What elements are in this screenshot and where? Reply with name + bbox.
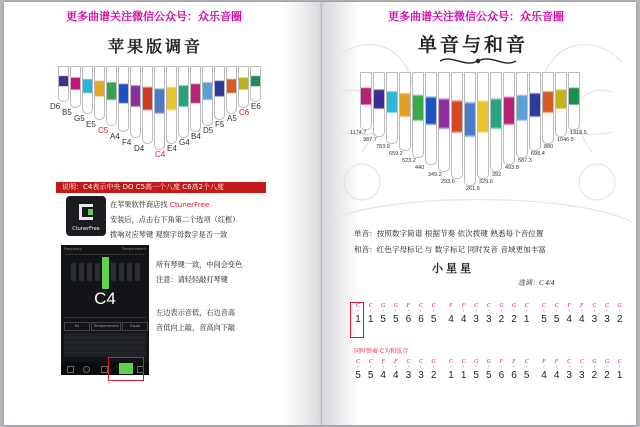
octave-dot: · <box>555 308 558 315</box>
score-row-2 <box>352 358 622 394</box>
octave-dot: · <box>450 364 452 371</box>
kalimba-tine <box>516 72 528 158</box>
chord-letter: C <box>418 303 423 309</box>
chord-letter: G <box>431 359 436 365</box>
octave-dot: · <box>487 364 490 371</box>
tuner-tick <box>79 263 84 281</box>
tuner-history-panel <box>64 333 146 357</box>
tine-label: 987.7 <box>363 137 377 143</box>
note-number: 1 <box>616 370 623 381</box>
chord-letter: F <box>461 303 466 309</box>
tuner-logo-icon <box>66 196 106 228</box>
note-number: 5 <box>541 314 547 325</box>
octave-dot: · <box>513 308 515 315</box>
tuner-header-left: Frequency <box>64 247 83 251</box>
tuner-tick <box>95 263 100 281</box>
tuner-tick <box>111 263 116 281</box>
single-note-instruction: 单音：按照数字简谱 根据节奏 依次拨键 熟悉每个音位置 <box>354 229 544 238</box>
note-number: 4 <box>579 314 585 325</box>
octave-dot: · <box>593 364 596 371</box>
octave-dot: · <box>382 308 385 315</box>
chord-letter: C <box>604 303 609 309</box>
chord-letter: C <box>579 359 584 365</box>
kalimba-tine <box>529 72 541 151</box>
note-number: 2 <box>604 370 610 381</box>
kalimba-tine <box>386 72 398 144</box>
octave-dot: · <box>525 364 528 371</box>
tine-label: B4 <box>191 132 201 141</box>
octave-dot: · <box>394 308 397 315</box>
octave-dot: · <box>432 308 435 315</box>
note-number: 2 <box>430 370 437 381</box>
note-number: 5 <box>367 370 374 381</box>
note-number: 3 <box>473 314 479 325</box>
kalimba-tine <box>568 72 580 130</box>
octave-dot: · <box>450 308 452 315</box>
chord-letter: C <box>461 359 466 365</box>
chord-letter: G <box>393 303 398 309</box>
tine-label: F5 <box>215 120 225 129</box>
key-signature: 选调：C 4/4 <box>518 279 555 287</box>
kalimba-tine <box>438 72 450 172</box>
tine-label: 698.4 <box>531 151 545 157</box>
score-note <box>610 302 630 325</box>
chord-letter: C <box>406 359 411 365</box>
octave-dot: · <box>407 308 410 315</box>
note-number: 5 <box>553 314 560 325</box>
tine-label: D4 <box>134 144 145 153</box>
octave-dot: · <box>487 308 490 315</box>
octave-dot: · <box>407 364 410 371</box>
right-page-title: 单音与和音 <box>418 34 529 56</box>
octave-dot: · <box>525 308 528 315</box>
octave-dot: · <box>420 308 422 315</box>
chord-letter: F <box>381 359 386 365</box>
tine-label: 1174.7 <box>350 130 367 136</box>
note-number: 5 <box>355 370 361 381</box>
kalimba-tine <box>226 66 237 114</box>
chord-letter: F <box>512 359 516 365</box>
octave-dot: · <box>462 364 465 371</box>
tuner-note-display: C4 <box>94 289 116 308</box>
octave-dot: · <box>420 364 422 371</box>
note-number: 4 <box>448 314 454 325</box>
note-number: 4 <box>393 370 399 381</box>
tuner-tick <box>127 263 132 281</box>
octave-dot: · <box>432 364 435 371</box>
chord-letter: G <box>617 303 622 309</box>
tine-label: C5 <box>98 126 109 135</box>
note-number: 4 <box>541 370 547 381</box>
chord-letter: G <box>486 359 491 365</box>
tine-label: E6 <box>251 102 261 111</box>
octave-dot: · <box>369 308 372 315</box>
chord-letter: C <box>368 303 373 309</box>
left-banner: 更多曲谱关注微信公众号：众乐音圈 <box>66 10 242 23</box>
kalimba-tine <box>250 66 261 102</box>
octave-dot: · <box>382 364 385 371</box>
kalimba-tine <box>542 72 554 144</box>
octave-dot: · <box>618 308 621 315</box>
chord-letter: F <box>406 303 411 309</box>
app-icon-label: CtunerFree <box>72 226 100 232</box>
kalimba-tine <box>190 66 201 132</box>
kalimba-tine-diagram <box>50 66 264 178</box>
tine-label: B5 <box>62 108 72 117</box>
tine-label: 261.6 <box>466 186 480 192</box>
kalimba-tine <box>451 72 463 179</box>
right-page <box>322 2 636 425</box>
tine-label: G4 <box>179 138 190 147</box>
kalimba-tine <box>464 72 476 186</box>
chord-instruction: 和音：红色字母标记 与 数字标记 同时发音 音域更加丰富 <box>354 245 546 254</box>
left-page <box>4 2 322 425</box>
temperament-field[interactable]: Temperament <box>91 322 121 331</box>
note-number: 2 <box>591 370 598 381</box>
kalimba-tine <box>130 66 141 138</box>
octave-dot: · <box>475 308 478 315</box>
tuner-divider <box>65 254 145 255</box>
score-note <box>610 358 630 381</box>
octave-dot: · <box>568 364 571 371</box>
octave-dot: · <box>555 364 558 371</box>
tab-icon-1[interactable] <box>67 366 74 373</box>
tuner-tick <box>135 263 140 281</box>
open-songbook <box>4 2 636 425</box>
note-number: 6 <box>498 370 505 381</box>
tine-label: 440 <box>415 165 425 171</box>
octave-dot: · <box>593 308 596 315</box>
tuner-divider-2 <box>64 317 146 318</box>
chord-letter: C <box>355 359 360 365</box>
kalimba-tine <box>142 66 153 144</box>
chord-letter: F <box>542 359 546 365</box>
chord-letter: C <box>541 303 546 309</box>
note-number: 6 <box>418 314 424 325</box>
tab-icon-3[interactable] <box>101 366 108 373</box>
kalimba-tine <box>178 66 189 138</box>
octave-dot: · <box>394 364 397 371</box>
score-row-1 <box>352 302 622 338</box>
octave-dot: · <box>500 308 503 315</box>
kalimba-tine <box>360 72 372 130</box>
chord-letter: C <box>554 303 559 309</box>
install-app-name: CtunerFree <box>169 200 210 209</box>
octave-dot: · <box>606 308 608 315</box>
note-number: 4 <box>566 314 572 325</box>
tine-label: 329.6 <box>479 179 493 185</box>
note-number: 1 <box>523 314 530 325</box>
note-number: 4 <box>460 314 467 325</box>
chord-letter: F <box>567 303 572 309</box>
chord-letter: G <box>381 303 386 309</box>
tip-tap-gently: 注意：请轻轻敲打琴键 <box>156 275 228 284</box>
hz-field[interactable]: Hz <box>64 322 90 331</box>
chord-letter: C <box>524 359 529 365</box>
kalimba-tine <box>412 72 424 158</box>
tine-label: A4 <box>110 132 120 141</box>
octave-dot: · <box>462 308 465 315</box>
note-number: 3 <box>566 370 572 381</box>
note-number: 5 <box>393 314 399 325</box>
tip-low-high: 左边表示音低，右边音高 <box>156 308 236 317</box>
chord-letter: C <box>474 303 479 309</box>
note-number: 1 <box>460 370 467 381</box>
kalimba-tine <box>425 72 437 165</box>
chord-letter: C <box>431 303 436 309</box>
note-number: 1 <box>355 314 361 325</box>
right-banner: 更多曲谱关注微信公众号：众乐音圈 <box>388 10 564 23</box>
install-instruction-3: 拨响对应琴键 观察字母数字是否一致 <box>110 230 228 239</box>
note-number: 3 <box>486 314 492 325</box>
kalimba-tine <box>503 72 515 165</box>
tine-label: E4 <box>167 144 177 153</box>
tine-label: F4 <box>122 138 132 147</box>
note-number: 2 <box>511 314 517 325</box>
chord-letter: G <box>499 303 504 309</box>
kalimba-tine <box>238 66 249 108</box>
chord-letter: C <box>617 359 622 365</box>
note-number: 4 <box>553 370 560 381</box>
tine-label: G5 <box>74 114 85 123</box>
chord-letter: G <box>474 359 479 365</box>
note-number: 5 <box>430 314 437 325</box>
tab-icon-2[interactable] <box>83 366 90 373</box>
tuner-app-screenshot <box>61 245 149 375</box>
kalimba-tine <box>477 72 489 179</box>
equal-field[interactable]: Equal <box>122 322 148 331</box>
chord-letter: F <box>554 359 559 365</box>
octave-dot: · <box>568 308 571 315</box>
note-number: 3 <box>418 370 424 381</box>
kalimba-tine <box>70 66 81 108</box>
octave-dot: · <box>357 308 359 315</box>
tuner-header-right: Temperament <box>121 247 146 251</box>
kalimba-tine <box>118 66 129 132</box>
note-number: 2 <box>616 314 623 325</box>
tine-label: E5 <box>86 120 96 129</box>
tine-label: 523.2 <box>402 158 416 164</box>
highlight-red-box <box>108 357 144 381</box>
note-number: 5 <box>523 370 530 381</box>
chord-letter: F <box>579 303 584 309</box>
install-instruction-1 <box>110 200 209 210</box>
chord-letter: G <box>511 303 517 309</box>
octave-dot: · <box>580 364 583 371</box>
chord-letter: F <box>449 303 453 309</box>
octave-dot: · <box>580 308 583 315</box>
note-number: 2 <box>498 314 505 325</box>
note-number: 1 <box>367 314 374 325</box>
tine-label: D6 <box>50 102 61 111</box>
kalimba-tine <box>555 72 567 137</box>
note-number: 3 <box>579 370 585 381</box>
install-prefix: 在苹果软件商店找 <box>110 200 170 209</box>
kalimba-tine <box>373 72 385 137</box>
note-number: 6 <box>405 314 412 325</box>
chord-letter: C <box>592 303 597 309</box>
chord-letter: F <box>499 359 504 365</box>
legend-bar: 说明：C4表示中央 DO C5高一个八度 C6高2个八度 <box>56 182 266 193</box>
kalimba-frequency-diagram <box>350 72 587 222</box>
tine-label: 392 <box>492 172 502 178</box>
kalimba-tine <box>214 66 225 120</box>
tuner-tick <box>71 263 76 281</box>
note-number: 6 <box>511 370 517 381</box>
tip-direction: 音低向上敲，音高向下敲 <box>156 323 236 332</box>
kalimba-tine <box>166 66 177 144</box>
note-number: 3 <box>405 370 412 381</box>
tine-label: 1318.5 <box>570 130 587 136</box>
chord-letter: C <box>418 359 423 365</box>
kalimba-tine <box>154 66 165 150</box>
ctunerfree-app-icon <box>66 196 106 236</box>
chord-letter: C <box>368 359 373 365</box>
octave-dot: · <box>543 364 545 371</box>
tine-label: A5 <box>227 114 237 123</box>
kalimba-tine <box>106 66 117 126</box>
tine-label: 783.9 <box>376 144 390 150</box>
tine-label: D5 <box>203 126 214 135</box>
note-number: 5 <box>380 314 386 325</box>
chord-letter: C <box>355 303 360 309</box>
tine-label: 880 <box>544 144 554 150</box>
tuner-tick <box>119 263 124 281</box>
tuner-needle <box>102 257 109 289</box>
kalimba-tine <box>82 66 93 114</box>
chord-letter: C <box>448 359 453 365</box>
chord-letter: C <box>567 359 572 365</box>
tine-label: 587.3 <box>518 158 532 164</box>
chord-letter: F <box>393 359 398 365</box>
tine-label: 293.6 <box>441 179 455 185</box>
tine-label: C4 <box>155 150 166 159</box>
install-instruction-2: 安装后，点击右下角第二个选项（红框） <box>110 215 240 224</box>
chord-letter: G <box>592 359 597 365</box>
left-page-title: 苹果版调音 <box>108 37 204 56</box>
kalimba-tine <box>94 66 105 120</box>
octave-dot: · <box>543 308 545 315</box>
sync-play-label: 同时弹奏 C为和弦音 <box>354 348 409 355</box>
tine-label: C6 <box>239 108 250 117</box>
tuner-tick <box>87 263 92 281</box>
chord-letter: C <box>486 303 491 309</box>
note-number: 5 <box>486 370 492 381</box>
octave-dot: · <box>357 364 359 371</box>
title-flourish-ornament <box>438 54 518 68</box>
octave-dot: · <box>618 364 621 371</box>
note-number: 1 <box>448 370 454 381</box>
tine-label: 1046.5 <box>557 137 574 143</box>
tip-consistent: 所有琴键一致，中间会变色 <box>156 260 243 269</box>
kalimba-tine <box>399 72 411 151</box>
note-number: 5 <box>473 370 479 381</box>
chord-highlight-box <box>350 302 364 338</box>
tine-label: 349.2 <box>428 172 442 178</box>
note-number: 3 <box>604 314 610 325</box>
note-number: 3 <box>591 314 598 325</box>
tine-label: 493.8 <box>505 165 519 171</box>
kalimba-tine <box>58 66 69 102</box>
octave-dot: · <box>475 364 478 371</box>
chord-letter: G <box>604 359 610 365</box>
octave-dot: · <box>513 364 515 371</box>
chord-letter: C <box>524 303 529 309</box>
kalimba-tine <box>202 66 213 126</box>
song-title: 小星星 <box>432 262 474 275</box>
note-number: 4 <box>380 370 386 381</box>
kalimba-tine <box>490 72 502 172</box>
octave-dot: · <box>606 364 608 371</box>
octave-dot: · <box>369 364 372 371</box>
tine-label: 659.2 <box>389 151 403 157</box>
octave-dot: · <box>500 364 503 371</box>
